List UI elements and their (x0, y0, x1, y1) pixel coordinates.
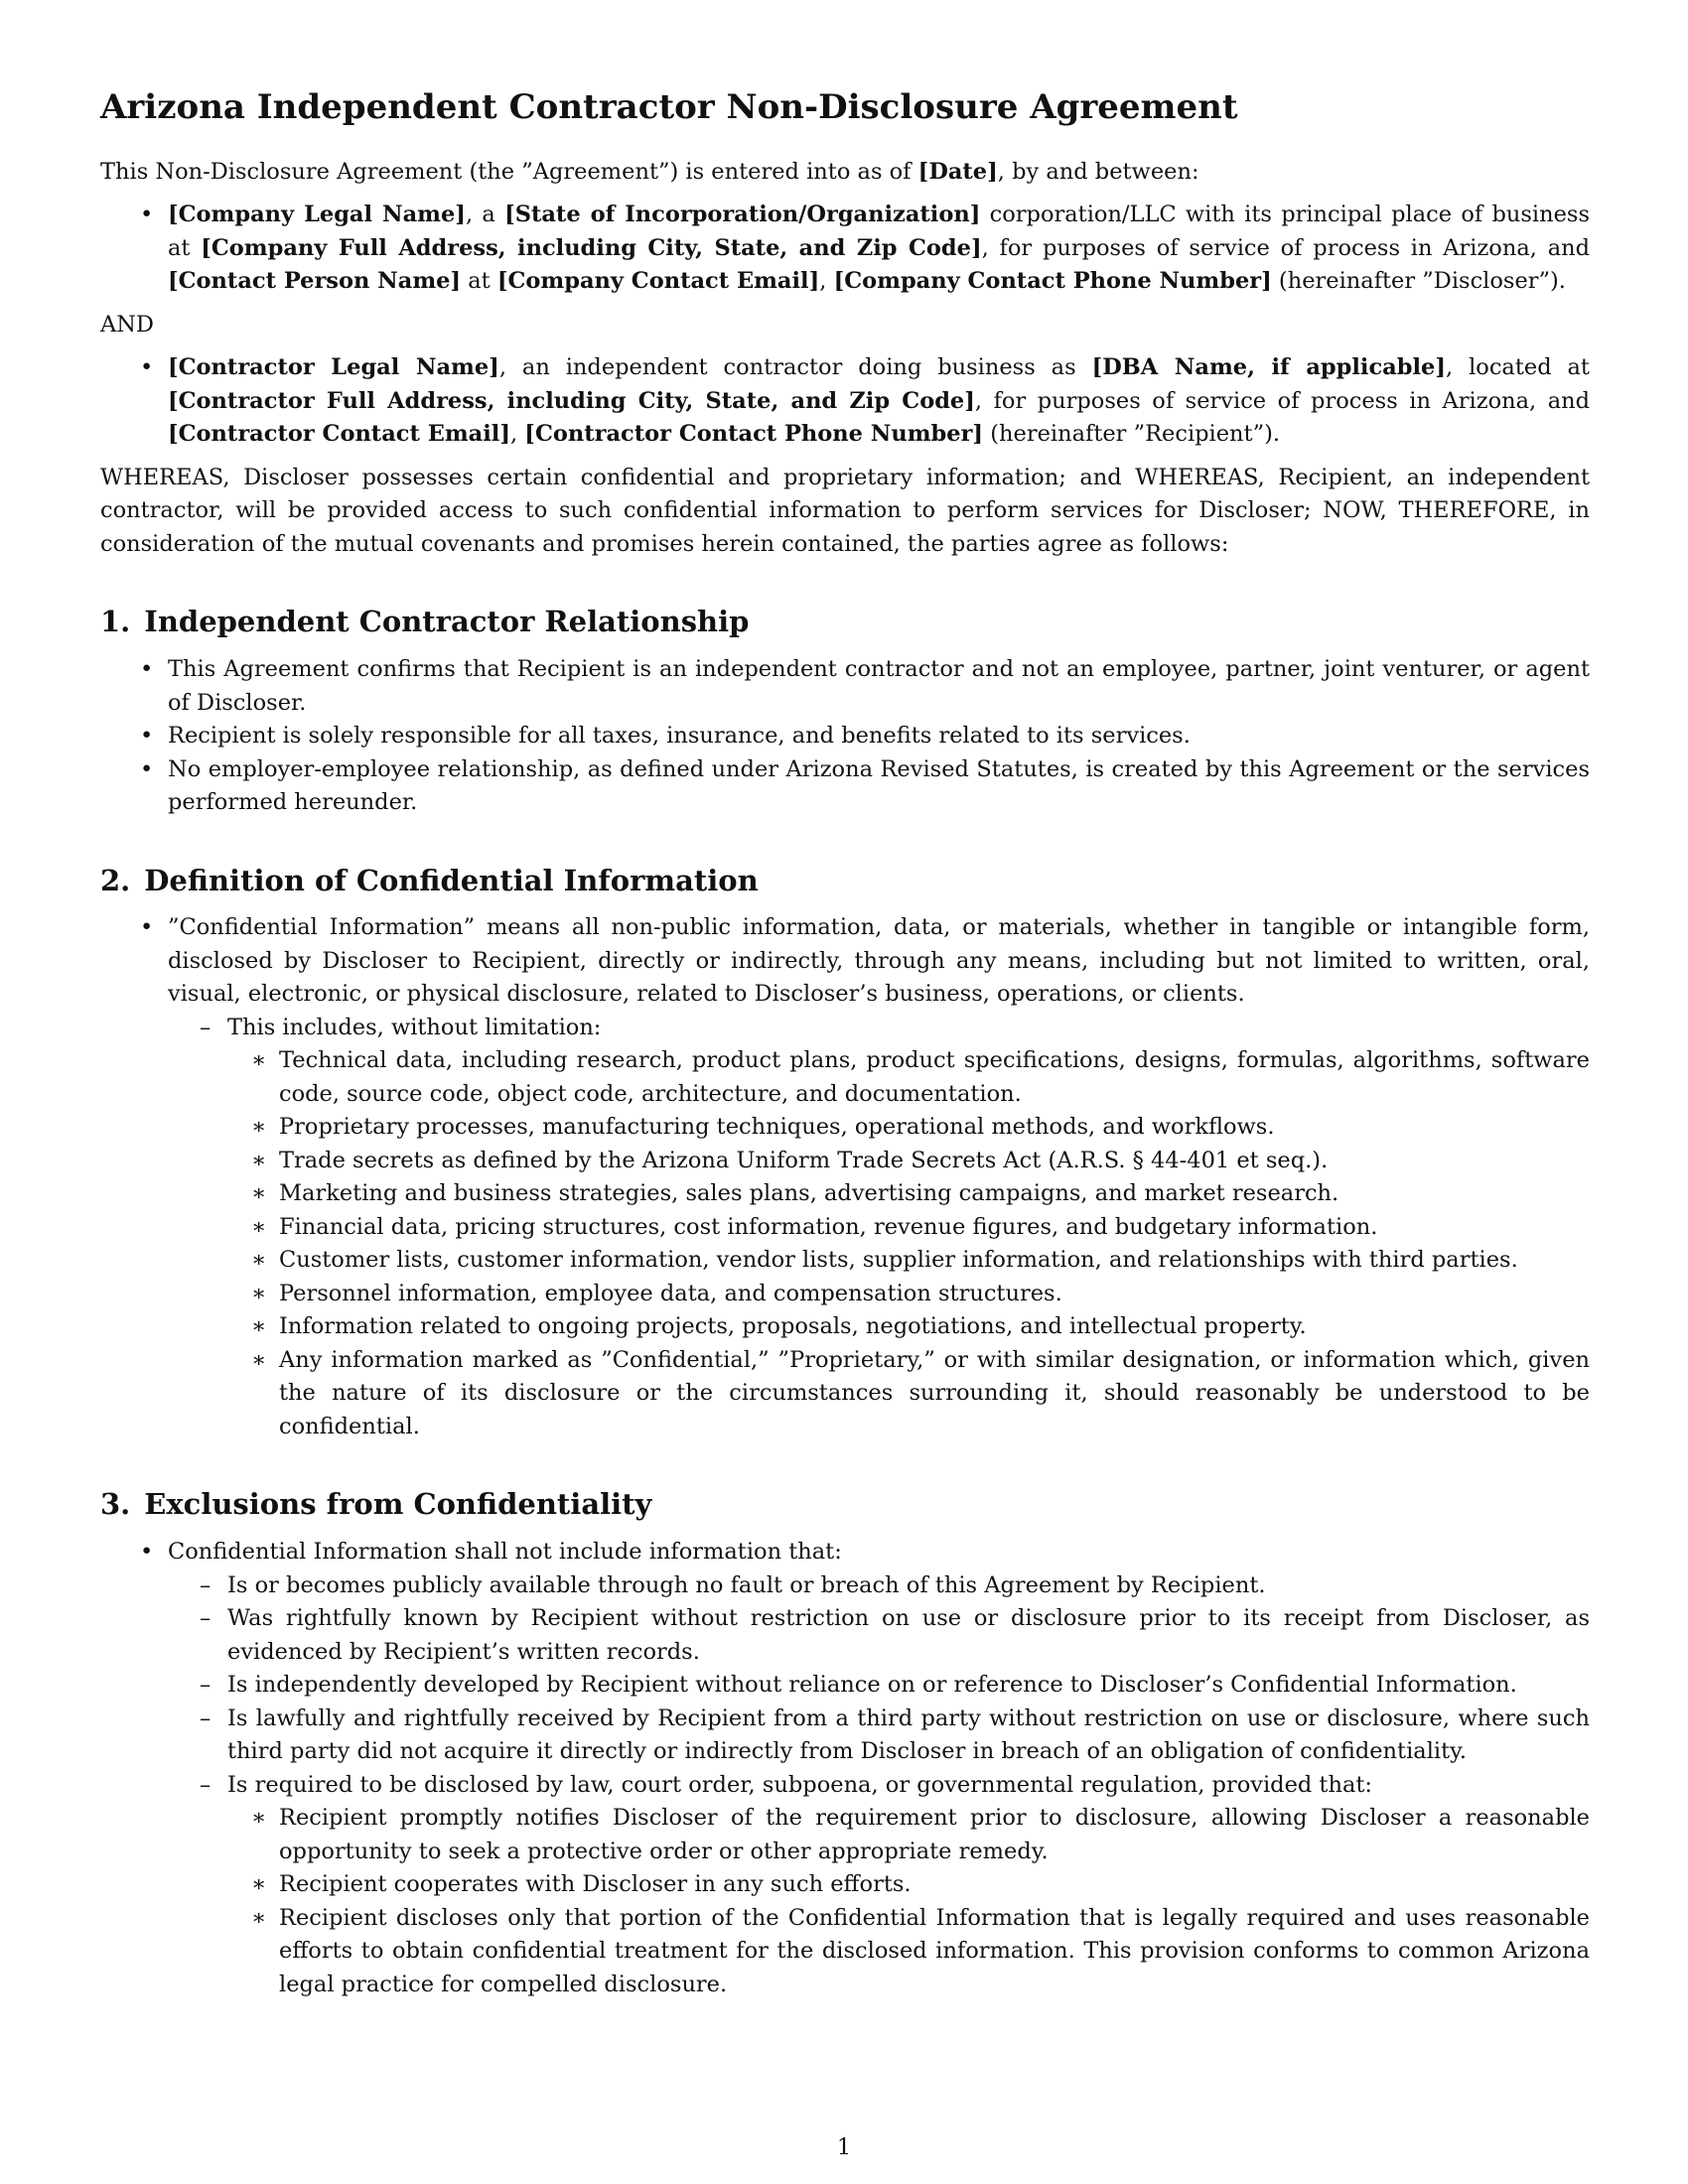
recipient-list (100, 351, 1590, 452)
list-item: ∗ Recipient cooperates with Discloser in any such efforts. (227, 1868, 1590, 1902)
section-number: 2. (100, 863, 131, 897)
definition-text: ”Confidential Information” means all non-public information, data, or materials, whether in tangible or intangible form, disclosed by Discloser to Recipient, directly or indirectly, through any means, including but not limited to written, oral, visual, electronic, or physical disclosure, related to Discloser’s business, operations, or clients. (168, 914, 1590, 1008)
section-2-sublist (168, 1012, 1590, 1444)
dba-placeholder: [DBA Name, if applicable] (1091, 354, 1446, 381)
party-text: , a (465, 202, 505, 228)
list-item: ∗ Financial data, pricing structures, cost information, revenue figures, and budgetary information. (227, 1211, 1590, 1245)
list-item (100, 911, 1590, 1443)
list-item: ∗ Recipient discloses only that portion of the Confidential Information that is legally required and uses reasonable efforts to obtain confidential treatment for the disclosed information. This provision conforms to common Arizona legal practice for compelled disclosure. (227, 1902, 1590, 2002)
whereas-paragraph: WHEREAS, Discloser possesses certain confidential and proprietary information; and WHEREAS, Recipient, an independent contractor, will be provided access to such confidential information to perform services for Discloser; NOW, THEREFORE, in consideration of the mutual covenants and promises herein contained, the parties agree as follows: (100, 464, 1590, 557)
party-text: (hereinafter ”Recipient”). (983, 421, 1281, 448)
document-page (100, 87, 1590, 2011)
party-text: , for purposes of service of process in Arizona, and (974, 387, 1591, 414)
contractor-address-placeholder: [Contractor Full Address, including City, State, and Zip Code] (168, 387, 975, 414)
list-item: ∗ Any information marked as ”Confidential,” ”Proprietary,” or with similar designation, or information which, given the nature of its disclosure or the circumstances surrounding it, should reasonably be understood to be confidential. (227, 1344, 1590, 1444)
intro-text-post: , by and between: (997, 158, 1199, 185)
list-item: ∗ Information related to ongoing projects, proposals, negotiations, and intellectual property. (227, 1310, 1590, 1344)
party-text: corporation/LLC with its principal place of business at (168, 202, 1591, 261)
company-name-placeholder: [Company Legal Name] (168, 202, 466, 228)
party-text: , (509, 421, 525, 448)
section-number: 1. (100, 605, 131, 639)
list-item: ∗ Marketing and business strategies, sales plans, advertising campaigns, and market research. (227, 1177, 1590, 1211)
section-3-list (100, 1536, 1590, 2001)
list-item: ∗ Customer lists, customer information, vendor lists, supplier information, and relationships with third parties. (227, 1244, 1590, 1278)
intro-text-pre: This Non-Disclosure Agreement (the ”Agreement”) is entered into as of (100, 158, 918, 185)
date-placeholder: [Date] (917, 158, 998, 185)
section-3-conditions (227, 1802, 1590, 2001)
list-item (168, 1769, 1590, 2002)
company-email-placeholder: [Company Contact Email] (496, 268, 820, 295)
party-text: (hereinafter ”Discloser”). (1271, 268, 1566, 295)
list-item: • No employer-employee relationship, as defined under Arizona Revised Statutes, is created by this Agreement or the services performed hereunder. (100, 753, 1590, 820)
contractor-phone-placeholder: [Contractor Contact Phone Number] (524, 421, 984, 448)
discloser-party (100, 199, 1590, 299)
list-item (168, 1012, 1590, 1444)
section-1-list (100, 653, 1590, 820)
list-item: • This Agreement confirms that Recipient is an independent contractor and not an employee, partner, joint venturer, or agent of Discloser. (100, 653, 1590, 720)
party-text: , (819, 268, 834, 295)
list-item: – Is or becomes publicly available through no fault or breach of this Agreement by Recipient. (168, 1570, 1590, 1603)
compelled-disclosure-intro: Is required to be disclosed by law, court order, subpoena, or governmental regulation, provided that: (227, 1771, 1373, 1798)
section-3-sublist (168, 1570, 1590, 2002)
section-2-examples (227, 1044, 1590, 1443)
list-item: ∗ Technical data, including research, product plans, product specifications, designs, formulas, algorithms, software code, source code, object code, architecture, and documentation. (227, 1044, 1590, 1111)
list-item: – Is independently developed by Recipient without reliance on or reference to Discloser’s Confidential Information. (168, 1669, 1590, 1703)
company-phone-placeholder: [Company Contact Phone Number] (833, 268, 1272, 295)
state-placeholder: [State of Incorporation/Organization] (504, 202, 981, 228)
list-item: ∗ Proprietary processes, manufacturing techniques, operational methods, and workflows. (227, 1111, 1590, 1145)
intro-paragraph (100, 156, 1590, 190)
list-item (100, 1536, 1590, 2001)
party-text: , for purposes of service of process in Arizona, and (981, 234, 1591, 261)
section-3-heading (100, 1487, 1590, 1522)
sublist-intro: This includes, without limitation: (227, 1014, 602, 1040)
party-text: at (461, 268, 497, 295)
party-text: , located at (1446, 354, 1590, 381)
page-number: 1 (836, 2134, 852, 2160)
list-item: ∗ Trade secrets as defined by the Arizona Uniform Trade Secrets Act (A.R.S. § 44-401 et seq.). (227, 1145, 1590, 1178)
document-title: Arizona Independent Contractor Non-Disclosure Agreement (100, 87, 1238, 127)
contractor-email-placeholder: [Contractor Contact Email] (168, 421, 510, 448)
section-2-heading (100, 864, 1590, 898)
contractor-name-placeholder: [Contractor Legal Name] (168, 354, 499, 381)
section-title: Exclusions from Confidentiality (144, 1487, 652, 1522)
list-item: – Is lawfully and rightfully received by Recipient from a third party without restriction on use or disclosure, where such third party did not acquire it directly or indirectly from Discloser in breach of an obligation of confidentiality. (168, 1703, 1590, 1769)
section-2-list (100, 911, 1590, 1443)
list-item: – Was rightfully known by Recipient without restriction on use or disclosure prior to its receipt from Discloser, as evidenced by Recipient’s written records. (168, 1602, 1590, 1669)
section-title: Definition of Confidential Information (144, 863, 759, 897)
section-1-heading (100, 605, 1590, 639)
list-item: ∗ Personnel information, employee data, and compensation structures. (227, 1278, 1590, 1311)
list-item: • Recipient is solely responsible for all taxes, insurance, and benefits related to its services. (100, 720, 1590, 753)
list-item: ∗ Recipient promptly notifies Discloser of the requirement prior to disclosure, allowing Discloser a reasonable opportunity to seek a protective order or other appropriate remedy. (227, 1802, 1590, 1868)
and-label: AND (100, 311, 154, 338)
discloser-list (100, 199, 1590, 299)
recipient-party (100, 351, 1590, 452)
contact-name-placeholder: [Contact Person Name] (168, 268, 462, 295)
company-address-placeholder: [Company Full Address, including City, State, and Zip Code] (201, 234, 982, 261)
party-text: , an independent contractor doing business as (498, 354, 1092, 381)
exclusion-intro: Confidential Information shall not include information that: (168, 1539, 842, 1566)
section-number: 3. (100, 1487, 131, 1522)
section-title: Independent Contractor Relationship (144, 605, 750, 639)
